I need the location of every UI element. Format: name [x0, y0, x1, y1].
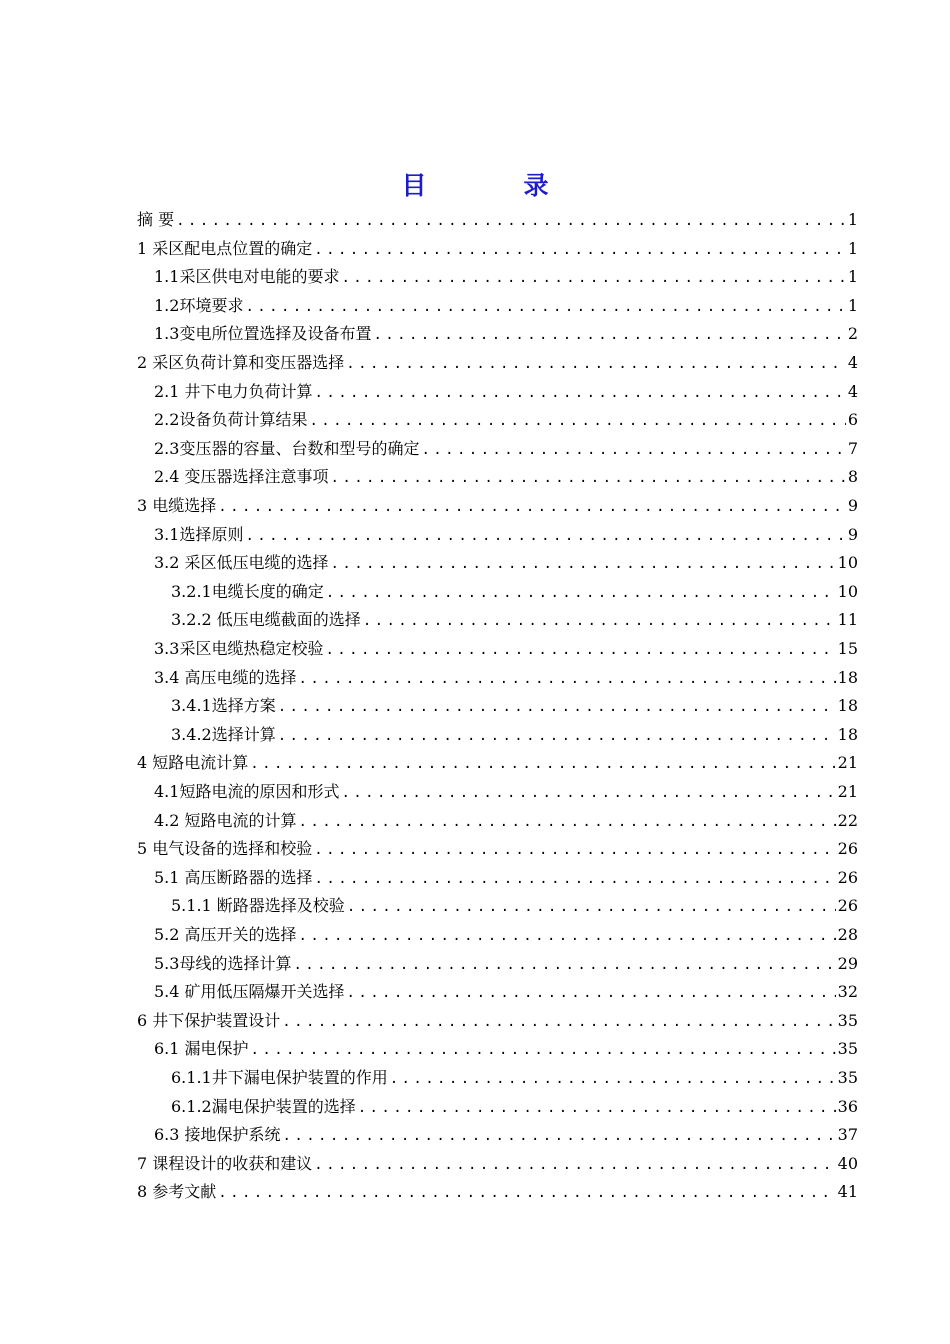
dot-leader [299, 808, 836, 836]
toc-entry[interactable] [154, 435, 858, 464]
toc-entry[interactable] [154, 1035, 858, 1064]
dot-leader [278, 722, 836, 750]
toc-entry-page-number: 10 [837, 581, 858, 601]
toc-entry-title: 2.2设备负荷计算结果 [154, 410, 308, 430]
toc-entry[interactable] [137, 349, 858, 378]
dot-leader [299, 665, 836, 693]
dot-leader [341, 779, 835, 807]
dot-leader [245, 522, 845, 550]
toc-entry-title: 6.3 接地保护系统 [154, 1125, 281, 1145]
toc-entry-title: 2 采区负荷计算和变压器选择 [137, 353, 345, 372]
toc-entry[interactable] [171, 721, 858, 750]
toc-entry-page-number: 26 [837, 867, 858, 887]
toc-entry-title: 1 采区配电点位置的确定 [137, 238, 313, 258]
toc-entry-page-number: 7 [847, 438, 858, 458]
toc-entry-title: 6.1.2漏电保护装置的选择 [171, 1096, 356, 1116]
toc-entry-title: 3.2 采区低压电缆的选择 [154, 553, 329, 573]
toc-entry-title: 5.3母线的选择计算 [154, 953, 292, 973]
dot-leader [346, 350, 846, 378]
toc-entry[interactable] [154, 978, 858, 1007]
toc-entry[interactable] [154, 807, 858, 836]
dot-leader [358, 1094, 836, 1122]
dot-leader [347, 893, 836, 921]
dot-leader [390, 1065, 836, 1093]
toc-entry[interactable] [154, 521, 858, 550]
toc-entry-title: 5 电气设备的选择和校验 [137, 839, 313, 859]
toc-entry-page-number: 22 [837, 810, 858, 830]
toc-entry-title: 3.2.2 低压电缆截面的选择 [171, 610, 361, 630]
dot-leader [347, 979, 836, 1007]
dot-leader [326, 579, 836, 607]
toc-entry[interactable] [171, 1064, 858, 1093]
toc-entry-page-number: 26 [837, 839, 858, 859]
toc-entry-title: 3.2.1电缆长度的确定 [171, 581, 324, 601]
dot-leader [283, 1122, 836, 1150]
toc-entry-title: 3.1选择原则 [154, 524, 244, 544]
dot-leader [309, 407, 845, 435]
toc-entry-title: 4 短路电流计算 [137, 753, 249, 773]
toc-entry-page-number: 9 [847, 524, 858, 544]
dot-leader [314, 1151, 835, 1179]
toc-entry[interactable] [137, 835, 858, 864]
dot-leader [218, 493, 846, 521]
dot-leader [218, 1179, 835, 1207]
dot-leader [250, 750, 835, 778]
toc-entry-page-number: 41 [837, 1182, 858, 1202]
toc-entry[interactable] [171, 892, 858, 921]
toc-entry[interactable] [137, 206, 858, 235]
toc-entry-page-number: 11 [837, 610, 858, 630]
toc-entry-title: 5.4 矿用低压隔爆开关选择 [154, 982, 345, 1002]
toc-entry-page-number: 35 [837, 1010, 858, 1030]
toc-entry[interactable] [137, 1178, 858, 1207]
toc-entry-title: 5.2 高压开关的选择 [154, 925, 297, 944]
toc-entry[interactable] [171, 692, 858, 721]
toc-entry-title: 1.1采区供电对电能的要求 [154, 267, 340, 287]
toc-entry-page-number: 21 [837, 753, 858, 773]
toc-entry-page-number: 1 [847, 210, 858, 229]
toc-entry-title: 1.3变电所位置选择及设备布置 [154, 324, 372, 344]
toc-entry-title: 3.4 高压电缆的选择 [154, 667, 297, 687]
toc-entry-page-number: 35 [837, 1068, 858, 1087]
toc-entry-page-number: 2 [847, 324, 858, 344]
toc-entry-page-number: 32 [837, 982, 858, 1002]
toc-entry[interactable] [154, 292, 858, 321]
dot-leader [315, 865, 836, 893]
toc-entry[interactable] [154, 378, 858, 407]
toc-entry-title: 5.1 高压断路器的选择 [154, 867, 313, 887]
toc-entry-title: 1.2环境要求 [154, 295, 244, 315]
dot-leader [331, 464, 846, 492]
toc-entry-page-number: 9 [847, 496, 858, 515]
dot-leader [373, 321, 845, 349]
toc-entry[interactable] [154, 635, 858, 664]
dot-leader [325, 636, 835, 664]
toc-entry-page-number: 28 [837, 925, 858, 944]
toc-entry-page-number: 1 [847, 267, 858, 287]
toc-entry-title: 摘 要 [137, 210, 175, 229]
toc-entry[interactable] [154, 664, 858, 693]
toc-entry[interactable] [154, 549, 858, 578]
toc-entry-title: 7 课程设计的收获和建议 [137, 1153, 313, 1173]
toc-title: 目 录 [401, 171, 585, 200]
dot-leader [341, 264, 845, 292]
toc-entry[interactable] [154, 921, 858, 950]
toc-entry-page-number: 26 [837, 896, 858, 916]
toc-entry[interactable] [137, 235, 858, 264]
toc-entry-title: 3.3采区电缆热稳定校验 [154, 639, 324, 658]
toc-entry-page-number: 36 [837, 1096, 858, 1116]
toc-entry-page-number: 29 [837, 953, 858, 973]
dot-leader [363, 607, 836, 635]
toc-entry-title: 6.1.1井下漏电保护装置的作用 [171, 1068, 388, 1087]
toc-entry[interactable] [154, 320, 858, 349]
toc-entry-page-number: 21 [837, 782, 858, 801]
toc-entry-title: 4.1短路电流的原因和形式 [154, 782, 340, 801]
toc-entry[interactable] [154, 263, 858, 292]
toc-entry-page-number: 18 [837, 667, 858, 687]
toc-entry-page-number: 4 [847, 381, 858, 401]
toc-entry[interactable] [137, 492, 858, 521]
toc-entry[interactable] [154, 950, 858, 979]
toc-entry-page-number: 40 [837, 1153, 858, 1173]
toc-entry-page-number: 15 [837, 639, 858, 658]
toc-entry[interactable] [137, 749, 858, 778]
dot-leader [245, 293, 845, 321]
dot-leader [315, 379, 846, 407]
toc-entry[interactable] [154, 406, 858, 435]
toc-entry-title: 6 井下保护装置设计 [137, 1010, 281, 1030]
toc-entry-title: 3 电缆选择 [137, 496, 217, 515]
toc-entry-page-number: 18 [837, 724, 858, 744]
dot-leader [314, 236, 846, 264]
toc-entry-title: 3.4.1选择方案 [171, 696, 276, 716]
toc-entry-title: 6.1 漏电保护 [154, 1039, 249, 1059]
toc-entry[interactable] [154, 463, 858, 492]
toc-entry[interactable] [171, 578, 858, 607]
toc-entry-title: 2.4 变压器选择注意事项 [154, 467, 329, 487]
toc-entry-page-number: 1 [847, 295, 858, 315]
toc-entry[interactable] [154, 1121, 858, 1150]
toc-entry-title: 5.1.1 断路器选择及校验 [171, 896, 345, 916]
dot-leader [251, 1036, 836, 1064]
dot-leader [293, 951, 835, 979]
toc-entry-title: 2.1 井下电力负荷计算 [154, 381, 313, 401]
toc-entry-title: 2.3变压器的容量、台数和型号的确定 [154, 438, 420, 458]
toc-entry-page-number: 1 [847, 238, 858, 258]
toc-entry-title: 3.4.2选择计算 [171, 724, 276, 744]
toc-entry[interactable] [171, 1093, 858, 1122]
dot-leader [299, 922, 836, 950]
dot-leader [331, 550, 836, 578]
dot-leader [282, 1008, 835, 1036]
dot-leader [176, 207, 846, 235]
toc-entry-title: 8 参考文献 [137, 1182, 217, 1202]
toc-entry[interactable] [137, 1007, 858, 1036]
toc-entry-page-number: 37 [837, 1125, 858, 1145]
toc-entry-page-number: 10 [837, 553, 858, 573]
toc-entry-page-number: 18 [837, 696, 858, 716]
toc-entry[interactable] [154, 778, 858, 807]
toc-entry-page-number: 8 [847, 467, 858, 487]
toc-entry[interactable] [137, 1150, 858, 1179]
dot-leader [421, 436, 845, 464]
toc-entry[interactable] [154, 864, 858, 893]
toc-entry-page-number: 6 [847, 410, 858, 430]
toc-entry-page-number: 4 [847, 353, 858, 372]
toc-entry-title: 4.2 短路电流的计算 [154, 810, 297, 830]
dot-leader [314, 836, 835, 864]
toc-entry-page-number: 35 [837, 1039, 858, 1059]
toc-entry[interactable] [171, 606, 858, 635]
dot-leader [278, 693, 836, 721]
